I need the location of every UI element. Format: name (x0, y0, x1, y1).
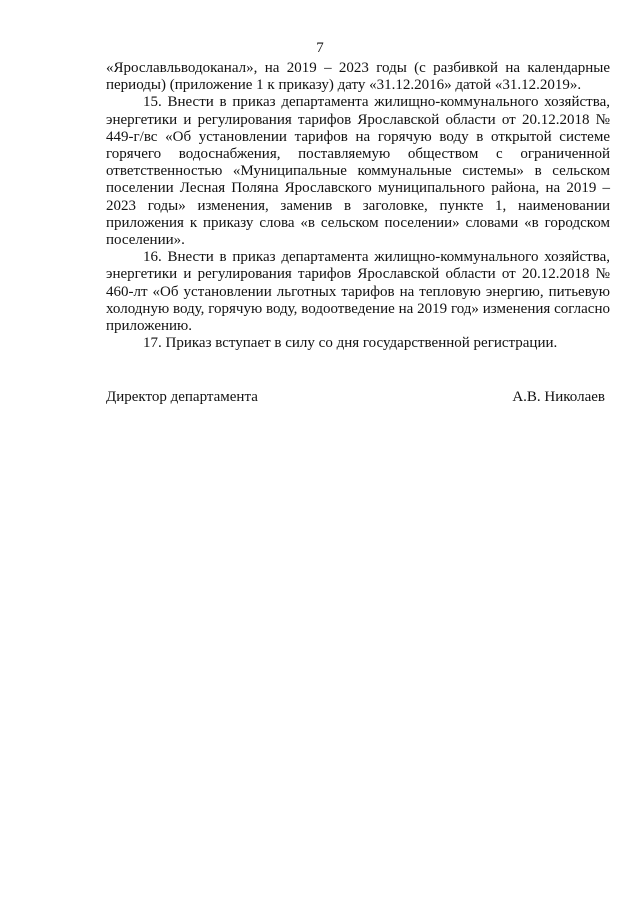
signatory-name: А.В. Николаев (512, 389, 605, 405)
paragraph-16: 16. Внести в приказ департамента жилищно-коммунального хозяйства, энергетики и регулирования тарифов Ярославской области от 20.12.2018 № 460-лт «Об установлении льготных тарифов на тепловую энергию, питьевую холодную воду, горячую воду, водоотведение на 2019 год» изменения согласно приложению. (106, 249, 610, 335)
paragraph-continuation: «Ярославльводоканал», на 2019 – 2023 годы (с разбивкой на календарные периоды) (приложение 1 к приказу) дату «31.12.2016» датой «31.12.2019». (106, 60, 610, 94)
signatory-position: Директор департамента (106, 389, 258, 405)
signature-block (106, 389, 605, 406)
paragraph-17: 17. Приказ вступает в силу со дня государственной регистрации. (143, 335, 558, 352)
paragraph-15: 15. Внести в приказ департамента жилищно-коммунального хозяйства, энергетики и регулирования тарифов Ярославской области от 20.12.2018 № 449-г/вс «Об установлении тарифов на горячую воду в открытой системе горячего водоснабжения, поставляемую обществом с ограниченной ответственностью «Муниципальные коммунальные системы» в сельском поселении Лесная Поляна Ярославского муниципального района, на 2019 – 2023 годы» изменения, заменив в заголовке, пункте 1, наименовании приложения к приказу слова «в сельском поселении» словами «в городском поселении». (106, 94, 610, 249)
page-number: 7 (316, 40, 324, 56)
document-body (106, 60, 610, 352)
